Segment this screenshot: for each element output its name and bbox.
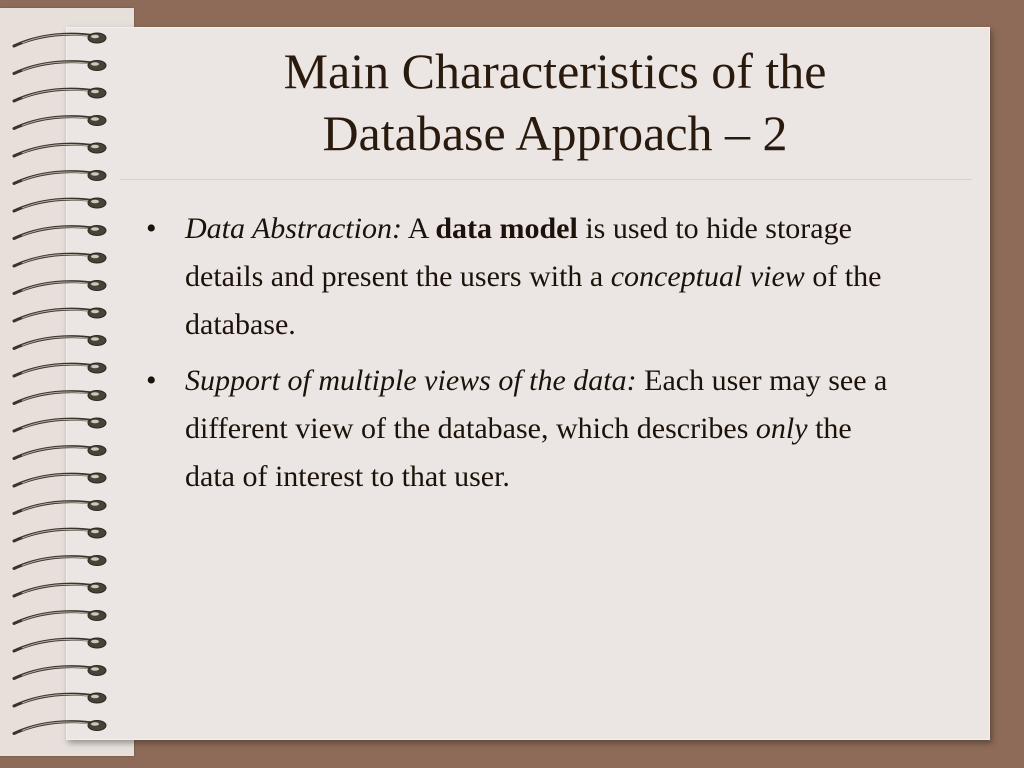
spiral-ring-icon	[14, 721, 106, 734]
spiral-ring-icon	[14, 363, 106, 376]
spiral-ring-icon	[14, 336, 106, 349]
spiral-ring-icon	[14, 61, 106, 74]
bullet-item-multiple-views	[140, 357, 900, 501]
spiral-ring-icon	[14, 226, 106, 239]
spiral-ring-icon	[14, 116, 106, 129]
bullet-dot-icon: •	[146, 364, 157, 397]
spiral-ring-icon	[14, 611, 106, 624]
spiral-ring-icon	[14, 253, 106, 266]
slide-title-line-1: Main Characteristics of the	[283, 43, 827, 99]
spiral-ring-icon	[14, 391, 106, 404]
bullet-2-text: the data of interest to that user.	[185, 412, 852, 493]
bullet-item-data-abstraction	[140, 205, 900, 349]
spiral-ring-icon	[14, 693, 106, 706]
bullet-1-keyword: data model	[435, 212, 578, 245]
spiral-ring-icon	[14, 638, 106, 651]
slide-title-line-2: Database Approach – 2	[322, 105, 788, 161]
spiral-ring-icon	[14, 88, 106, 101]
spiral-ring-icon	[14, 556, 106, 569]
spiral-ring-icon	[14, 501, 106, 514]
spiral-ring-icon	[14, 446, 106, 459]
bullet-dot-icon: •	[146, 212, 157, 245]
spiral-binding	[0, 0, 120, 768]
spiral-ring-icon	[14, 198, 106, 211]
spiral-ring-icon	[14, 308, 106, 321]
bullet-list	[140, 205, 900, 509]
spiral-ring-icon	[14, 281, 106, 294]
spiral-ring-icon	[14, 666, 106, 679]
bullet-1-text: of the database.	[185, 260, 882, 341]
bullet-1-term: Data Abstraction:	[185, 212, 402, 245]
bullet-1-emphasis: conceptual view	[610, 260, 805, 293]
spiral-ring-icon	[14, 33, 106, 46]
bullet-2-emphasis: only	[755, 412, 808, 445]
bullet-1-text: A	[401, 212, 436, 245]
slide-title	[150, 40, 960, 164]
spiral-ring-icon	[14, 528, 106, 541]
spiral-ring-icon	[14, 583, 106, 596]
spiral-ring-icon	[14, 473, 106, 486]
bullet-2-term: Support of multiple views of the data:	[185, 364, 637, 397]
spiral-ring-icon	[14, 418, 106, 431]
bullet-2-text: Each user may see a different view of the database, which describes	[185, 364, 888, 445]
spiral-ring-icon	[14, 171, 106, 184]
spiral-ring-icon	[14, 143, 106, 156]
bullet-1-text: is used to hide storage details and present the users with a	[185, 212, 852, 293]
title-divider	[120, 179, 972, 180]
